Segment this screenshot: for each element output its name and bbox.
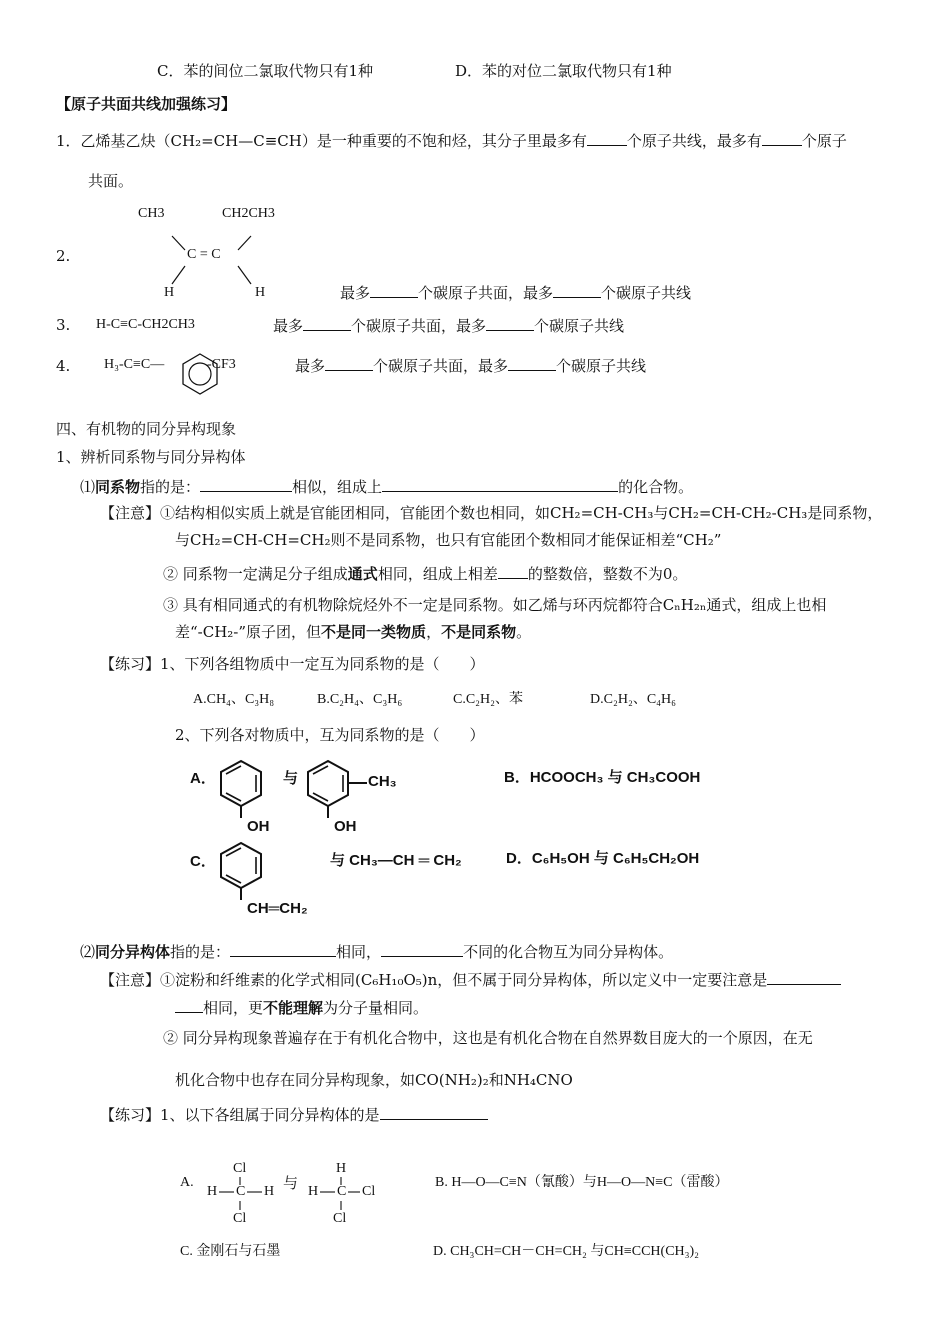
homolog-definition: ⑴同系物指的是： 相似，组成上 的化合物。 (80, 478, 694, 496)
q2-number: 2. (56, 247, 71, 265)
section-heading: 四、有机物的同分异构现象 (56, 420, 237, 438)
iex-a2-atom-h-top: H (336, 1161, 347, 1176)
ex2-d: D．C₆H₅OH 与 C₆H₅CH₂OH (506, 850, 700, 867)
q2-ch3: CH3 (138, 206, 165, 221)
subsection-heading: 1、辨析同系物与同分异构体 (56, 448, 246, 466)
q1-line2: 共面。 (88, 172, 134, 190)
iex-a-label: A. (180, 1175, 194, 1190)
isomer-note-1b: 相同，更不能理解为分子量相同。 (175, 998, 428, 1017)
ex2-c-vinyl: CH═CH₂ (247, 900, 308, 917)
isomer-definition: ⑵同分异构体指的是： 相同， 不同的化合物互为同分异构体。 (80, 943, 674, 961)
homolog-note-1a: 【注意】①结构相似实质上就是官能团相同，官能团个数也相同，如CH₂=CH-CH₃与CH₂=CH-CH₂-CH₃是同系物， (100, 504, 883, 522)
homolog-note-3b: 差“-CH₂-”原子团，但不是同一类物质，不是同系物。 (175, 623, 532, 641)
iex-d: D. CH₃CH=CH－CH=CH₂ 与CH≡CCH(CH₃)₂ (433, 1244, 700, 1259)
q1-line1: 1．乙烯基乙炔（CH₂=CH—C≡CH）是一种重要的不饱和烃，其分子里最多有 个原子共线，最多有 个原子 (56, 132, 847, 150)
iex-a-atom-h-right: H (264, 1184, 275, 1199)
homolog-note-2: ② 同系物一定满足分子组成通式相同，组成上相差 的整数倍，整数不为0。 (163, 565, 688, 583)
ex2-c-label: C． (190, 853, 216, 870)
q2-h-right: H (255, 285, 266, 300)
ex2-a-oh2: OH (334, 818, 357, 835)
q2-cc: C = C (187, 247, 221, 262)
ex1-option-d: D.C₂H₂、C₄H₆ (590, 692, 677, 707)
option-d: D．苯的对位二氯取代物只有1种 (455, 62, 672, 80)
iex-b: B. H—O—C≡N（氰酸）与H—O—N≡C（雷酸） (435, 1175, 729, 1190)
ex1-option-b: B.C₂H₄、C₃H₆ (317, 692, 403, 707)
option-c: C．苯的间位二氯取代物只有1种 (157, 62, 374, 80)
section-title-coplanar: 【原子共面共线加强练习】 (56, 95, 237, 113)
q4-number: 4. (56, 357, 71, 375)
q3-number: 3. (56, 316, 71, 334)
iex-a-atom-cl-bottom: Cl (233, 1211, 247, 1226)
iex-a-atom-cl-top: Cl (233, 1161, 247, 1176)
ex1-option-c: C.C₂H₂、苯 (453, 692, 524, 707)
iex-c: C. 金刚石与石墨 (180, 1244, 281, 1259)
iex-a2-atom-c: C (337, 1184, 347, 1199)
ex2-a-ch3: CH₃ (368, 773, 397, 790)
iex-a-atom-h-left: H (207, 1184, 218, 1199)
iex-a-and: 与 (283, 1174, 299, 1192)
q4-formula-right: -CF3 (207, 357, 236, 372)
isomer-note-2b: 机化合物中也存在同分异构现象，如CO(NH₂)₂和NH₄CNO (175, 1071, 573, 1089)
ex2-a-oh1: OH (247, 818, 270, 835)
exercise-2: 2、下列各对物质中，互为同系物的是（ ） (175, 726, 485, 744)
iex-a-atom-c: C (236, 1184, 246, 1199)
ex2-c-propene: 与 CH₃—CH ═ CH₂ (330, 852, 462, 869)
ex2-a-label: A． (190, 770, 216, 787)
q2-ch2ch3: CH2CH3 (222, 206, 275, 221)
q4-question: 最多 个碳原子共面，最多 个碳原子共线 (295, 357, 647, 375)
homolog-note-1b: 与CH₂=CH-CH=CH₂则不是同系物，也只有官能团个数相同才能保证相差“CH₂” (175, 531, 722, 549)
q3-question: 最多 个碳原子共面，最多 个碳原子共线 (273, 317, 625, 335)
homolog-note-3a: ③ 具有相同通式的有机物除烷烃外不一定是同系物。如乙烯与环丙烷都符合CₙH₂ₙ通式，组成上也相 (163, 596, 827, 614)
q2-h-left: H (164, 285, 175, 300)
q2-question: 最多 个碳原子共面，最多 个碳原子共线 (340, 284, 692, 302)
iex-a2-atom-h-left: H (308, 1184, 319, 1199)
ex1-option-a: A.CH₄、C₃H₈ (193, 692, 275, 707)
exercise-1: 【练习】1、下列各组物质中一定互为同系物的是（ ） (100, 655, 485, 673)
isomer-note-2a: ② 同分异构现象普遍存在于有机化合物中，这也是有机化合物在自然界数目庞大的一个原因，在无 (163, 1029, 813, 1047)
isomer-exercise-1: 【练习】1、以下各组属于同分异构体的是 (100, 1105, 488, 1124)
iex-a2-atom-cl-right: Cl (362, 1184, 376, 1199)
ex2-b: B．HCOOCH₃ 与 CH₃COOH (504, 769, 701, 786)
isomer-note-1a: 【注意】①淀粉和纤维素的化学式相同(C₆H₁₀O₅)n，但不属于同分异构体，所以定义中一定要注意是 (100, 970, 841, 989)
q3-formula: H-C≡C-CH2CH3 (96, 317, 195, 332)
q4-formula-left: H₃-C≡C— (104, 357, 165, 372)
ex2-a-and: 与 (283, 770, 299, 787)
iex-a2-atom-cl-bottom: Cl (333, 1211, 347, 1226)
